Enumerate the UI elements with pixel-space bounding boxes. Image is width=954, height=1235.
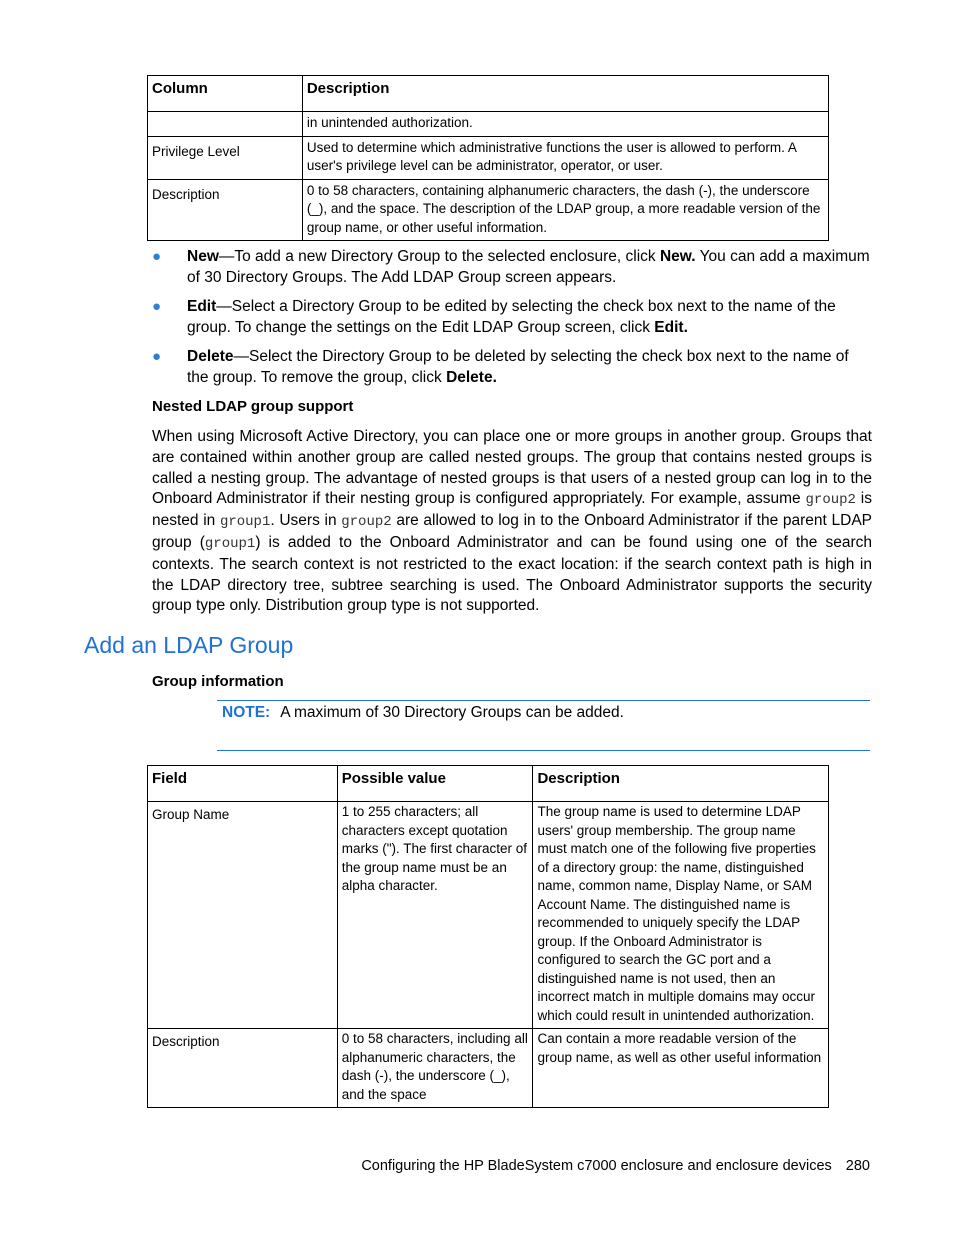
paragraph-text: ) is added to the Onboard Administrator and can be found using one of the search contexts. The search context is not restricted to the exact location: if the search context path is high in the LDAP directory tree, subtree searching is used. The Onboard Administrator supports the security group type only. Distribution group type is not supported. bbox=[152, 533, 872, 615]
bullet-text: —Select a Directory Group to be edited by selecting the check box next to the name of the group. To change the settings on the Edit LDAP Group screen, click bbox=[187, 298, 836, 336]
bullet-icon: ● bbox=[152, 298, 162, 315]
bullet-text: You can add a maximum of 30 Directory Groups. The Add LDAP Group screen appears. bbox=[187, 248, 870, 286]
code-text: group1 bbox=[204, 535, 256, 552]
list-item bbox=[152, 346, 872, 388]
table-row bbox=[148, 112, 829, 137]
table-cell: Used to determine which administrative functions the user is allowed to perform. A user's privilege level can be administrator, operator, or user. bbox=[302, 136, 828, 179]
table-row bbox=[148, 179, 829, 241]
note-text: A maximum of 30 Directory Groups can be added. bbox=[280, 704, 624, 721]
table-header-cell: Possible value bbox=[337, 766, 533, 802]
paragraph-text: are allowed to log in to the Onboard Administrator if the parent LDAP group ( bbox=[152, 512, 872, 551]
bullet-term: New bbox=[187, 248, 219, 265]
nested-ldap-heading: Nested LDAP group support bbox=[152, 398, 354, 415]
bullet-icon: ● bbox=[152, 348, 162, 365]
table-cell: 0 to 58 characters, including all alphanumeric characters, the dash (-), the underscore (_), and the space bbox=[337, 1029, 533, 1108]
table-cell bbox=[148, 112, 303, 137]
bullet-bold: Edit. bbox=[654, 319, 688, 336]
page-number: 280 bbox=[845, 1158, 870, 1174]
table-header-cell: Field bbox=[148, 766, 338, 802]
table-cell: Group Name bbox=[148, 802, 338, 1029]
column-description-table bbox=[147, 75, 829, 241]
nested-ldap-paragraph bbox=[152, 427, 872, 617]
bullet-bold: New. bbox=[659, 248, 696, 265]
list-item bbox=[152, 296, 872, 338]
code-text: group2 bbox=[341, 514, 392, 531]
section-title: Add an LDAP Group bbox=[84, 632, 294, 658]
code-text: group1 bbox=[219, 514, 271, 531]
table-row bbox=[148, 802, 829, 1029]
table-cell: Privilege Level bbox=[148, 136, 303, 179]
group-information-heading: Group information bbox=[152, 673, 284, 690]
action-bullet-list bbox=[152, 246, 872, 396]
table-header-cell: Description bbox=[533, 766, 829, 802]
table-cell: Description bbox=[148, 179, 303, 241]
table-cell: in unintended authorization. bbox=[302, 112, 828, 137]
bullet-text: —To add a new Directory Group to the selected enclosure, click bbox=[218, 248, 660, 265]
table-cell: The group name is used to determine LDAP users' group membership. The group name must match one of the following five properties of a directory group: the name, distinguished name, common name, Display Name, or SAM Account Name. The distinguished name is recommended to uniquely specify the LDAP group. If the Onboard Administrator is configured to search the GC port and a distinguished name is not used, then an incorrect match in multiple domains may occur which could result in unintended authorization. bbox=[533, 802, 829, 1029]
bullet-text: —Select the Directory Group to be deleted by selecting the check box next to the name of the group. To remove the group, click bbox=[187, 348, 849, 386]
note-label: NOTE: bbox=[222, 704, 271, 721]
bullet-term: Edit bbox=[187, 298, 217, 315]
paragraph-text: When using Microsoft Active Directory, you can place one or more groups in another group. Groups that are contained within another group are called nested groups. The group that contains nested groups is called a nesting group. The advantage of nested groups is that users of a nested group can log in to the Onboard Administrator if their nesting group is configured appropriately. For example, assume bbox=[152, 428, 872, 508]
table-row bbox=[148, 1029, 829, 1108]
list-item bbox=[152, 246, 872, 288]
paragraph-text: . Users in bbox=[270, 512, 342, 530]
paragraph-text: is nested in bbox=[152, 490, 873, 530]
bullet-bold: Delete. bbox=[446, 369, 497, 386]
table-header-row bbox=[148, 76, 829, 112]
group-fields-table bbox=[147, 765, 829, 1108]
table-cell: 0 to 58 characters, containing alphanumeric characters, the dash (-), the underscore (_), and the space. The description of the LDAP group, a more readable version of the group name, or other useful information. bbox=[302, 179, 828, 241]
table-cell: 1 to 255 characters; all characters except quotation marks ("). The first character of the group name must be an alpha character. bbox=[337, 802, 533, 1029]
footer-text: Configuring the HP BladeSystem c7000 enclosure and enclosure devices bbox=[361, 1158, 832, 1174]
table-cell: Can contain a more readable version of the group name, as well as other useful information bbox=[533, 1029, 829, 1108]
note-box bbox=[222, 704, 624, 722]
table-header-row bbox=[148, 766, 829, 802]
table-row bbox=[148, 136, 829, 179]
code-text: group2 bbox=[805, 492, 856, 509]
table-cell: Description bbox=[148, 1029, 338, 1108]
note-divider-top bbox=[217, 700, 870, 701]
page-footer bbox=[361, 1158, 870, 1174]
table-header-cell: Description bbox=[302, 76, 828, 112]
bullet-icon: ● bbox=[152, 248, 162, 265]
table-header-cell: Column bbox=[148, 76, 303, 112]
bullet-term: Delete bbox=[187, 348, 234, 365]
note-divider-bottom bbox=[217, 750, 870, 751]
